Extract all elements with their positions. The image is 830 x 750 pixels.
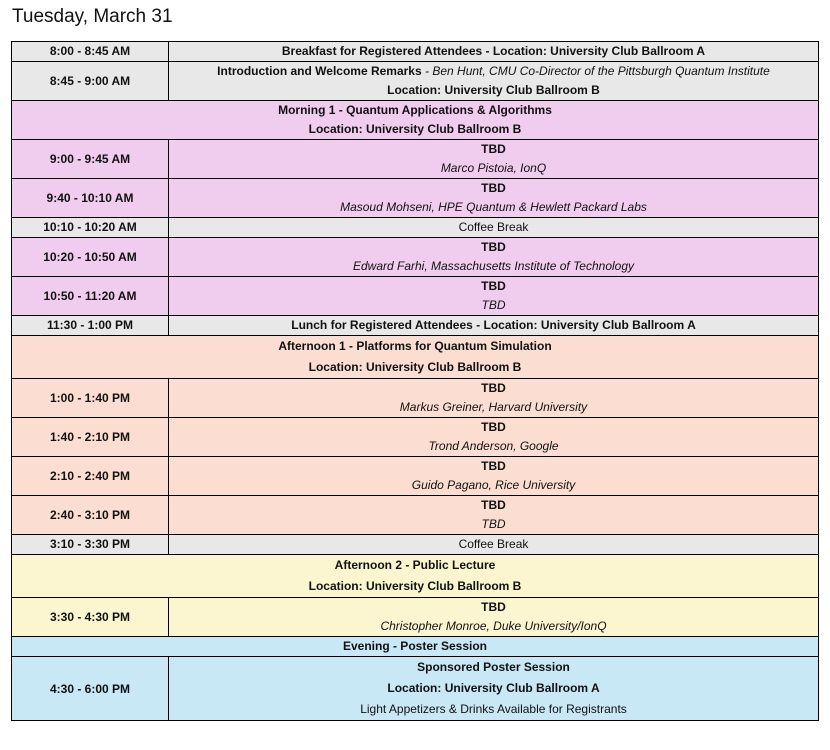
session-header (12, 555, 819, 598)
event-cell (169, 62, 819, 101)
event-cell (169, 657, 819, 721)
event-speaker: Guido Pagano, Rice University (411, 478, 576, 492)
time-cell: 3:30 - 4:30 PM (12, 598, 169, 637)
event-speaker: Masoud Mohseni, HPE Quantum & Hewlett Packard Labs (340, 200, 647, 214)
table-row (12, 62, 819, 101)
event-location: Location: University Club Ballroom A (387, 681, 600, 695)
session-location: Location: University Club Ballroom B (308, 360, 522, 374)
event-title: Introduction and Welcome Remarks (217, 64, 422, 78)
event-cell (169, 42, 819, 62)
event-cell (169, 179, 819, 218)
session-header-cell (12, 637, 819, 657)
table-row (12, 277, 819, 316)
event-location: Location: University Club Ballroom B (387, 83, 600, 97)
event-speaker: TBD (481, 298, 506, 312)
event-speaker: Edward Farhi, Massachusetts Institute of Technology (352, 259, 635, 273)
event-speaker: - Ben Hunt, CMU Co-Director of the Pittsburgh Quantum Institute (421, 64, 770, 78)
event-cell (169, 496, 819, 535)
time-cell: 8:45 - 9:00 AM (12, 62, 169, 101)
time-cell: 3:10 - 3:30 PM (12, 535, 169, 555)
time-cell: 10:50 - 11:20 AM (12, 277, 169, 316)
time-cell: 8:00 - 8:45 AM (12, 42, 169, 62)
event-title: TBD (481, 459, 506, 473)
event-cell (169, 277, 819, 316)
event-cell (169, 140, 819, 179)
session-title: Afternoon 2 - Public Lecture (334, 558, 496, 572)
time-cell: 9:00 - 9:45 AM (12, 140, 169, 179)
event-speaker: Trond Anderson, Google (428, 439, 559, 453)
event-speaker: Marco Pistoia, IonQ (440, 161, 547, 175)
session-header-cell (12, 555, 819, 598)
event-title: TBD (481, 279, 506, 293)
session-title: Evening - Poster Session (342, 639, 488, 653)
event-title: Sponsored Poster Session (417, 660, 570, 674)
time-cell: 9:40 - 10:10 AM (12, 179, 169, 218)
event-title: TBD (481, 181, 506, 195)
time-cell: 2:40 - 3:10 PM (12, 496, 169, 535)
table-row (12, 42, 819, 62)
event-title: Coffee Break (458, 537, 529, 551)
session-header (12, 336, 819, 379)
table-row (12, 496, 819, 535)
event-title: Lunch for Registered Attendees - Location: University Club Ballroom A (291, 318, 696, 332)
event-cell (169, 316, 819, 336)
session-title: Morning 1 - Quantum Applications & Algorithms (278, 103, 552, 117)
event-title: TBD (481, 600, 506, 614)
time-cell: 10:10 - 10:20 AM (12, 218, 169, 238)
session-title: Afternoon 1 - Platforms for Quantum Simulation (278, 339, 552, 353)
session-header (12, 637, 819, 657)
time-cell: 1:00 - 1:40 PM (12, 379, 169, 418)
session-header (12, 101, 819, 140)
event-title: TBD (481, 381, 506, 395)
event-speaker: TBD (481, 517, 506, 531)
event-title: Breakfast for Registered Attendees - Location: University Club Ballroom A (281, 44, 706, 58)
page-title: Tuesday, March 31 (12, 6, 173, 27)
event-cell (169, 238, 819, 277)
session-header-cell (12, 336, 819, 379)
event-title: TBD (481, 240, 506, 254)
event-title: Coffee Break (458, 220, 529, 234)
event-cell (169, 218, 819, 238)
event-cell (169, 379, 819, 418)
event-cell (169, 418, 819, 457)
time-cell: 4:30 - 6:00 PM (12, 657, 169, 721)
time-cell: 11:30 - 1:00 PM (12, 316, 169, 336)
table-row (12, 535, 819, 555)
table-row (12, 598, 819, 637)
table-row (12, 238, 819, 277)
table-row (12, 418, 819, 457)
event-cell (169, 457, 819, 496)
table-row (12, 379, 819, 418)
session-location: Location: University Club Ballroom B (308, 579, 522, 593)
event-cell (169, 535, 819, 555)
session-location: Location: University Club Ballroom B (308, 122, 522, 136)
time-cell: 2:10 - 2:40 PM (12, 457, 169, 496)
table-row (12, 140, 819, 179)
event-note: Light Appetizers & Drinks Available for Registrants (360, 702, 627, 716)
schedule-table (11, 41, 819, 721)
time-cell: 10:20 - 10:50 AM (12, 238, 169, 277)
table-row (12, 316, 819, 336)
event-title: TBD (481, 142, 506, 156)
table-row (12, 179, 819, 218)
event-speaker: Christopher Monroe, Duke University/IonQ (380, 619, 607, 633)
time-cell: 1:40 - 2:10 PM (12, 418, 169, 457)
table-row (12, 457, 819, 496)
table-row (12, 218, 819, 238)
event-cell (169, 598, 819, 637)
event-title: TBD (481, 498, 506, 512)
event-speaker: Markus Greiner, Harvard University (399, 400, 588, 414)
table-row (12, 657, 819, 721)
event-title: TBD (481, 420, 506, 434)
session-header-cell (12, 101, 819, 140)
